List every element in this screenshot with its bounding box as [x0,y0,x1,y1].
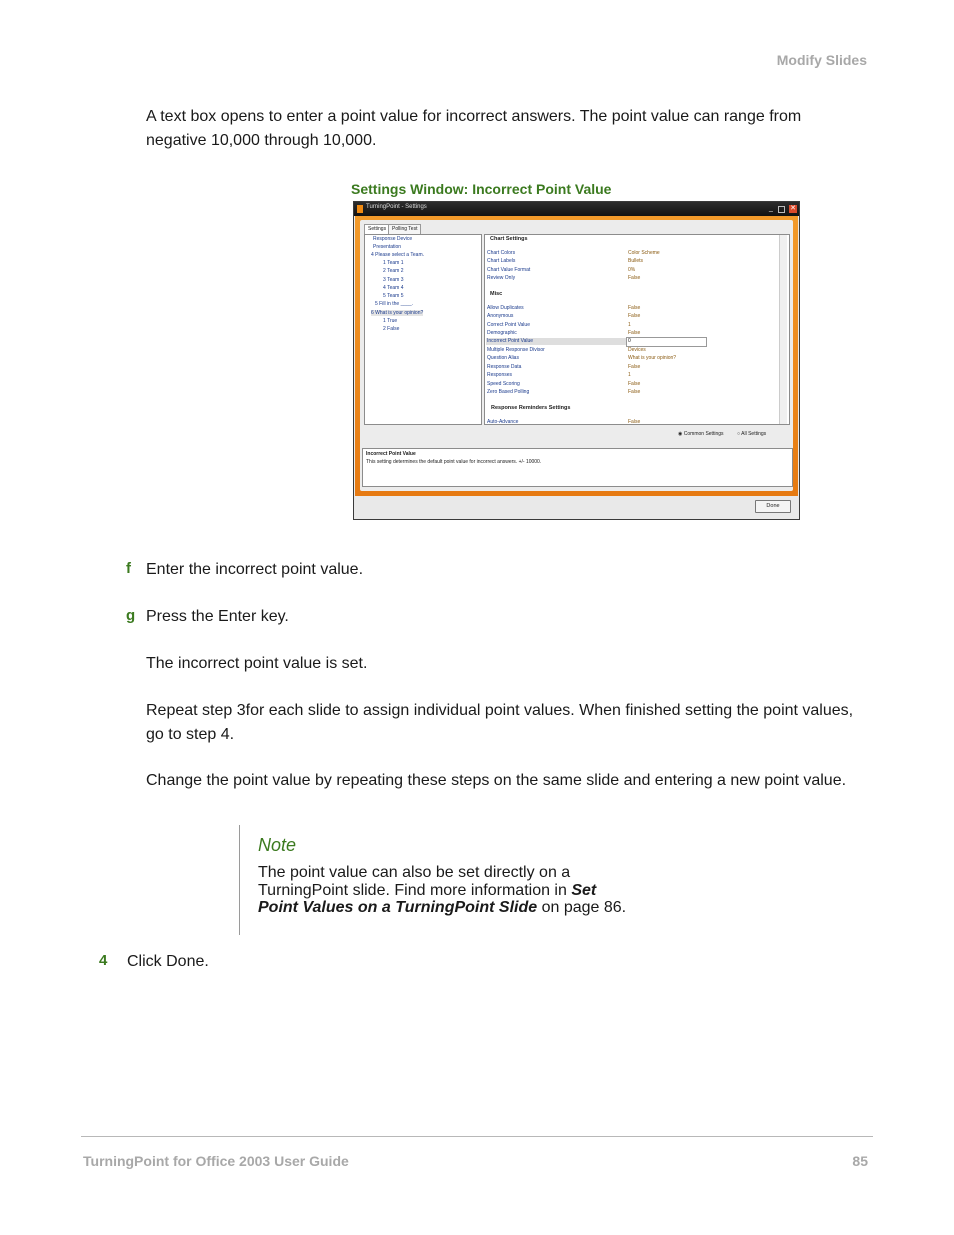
tab-settings: Settings [364,224,390,234]
grid-key-incorrect-point-value: Incorrect Point Value [487,338,534,344]
window-content [360,220,793,491]
grid-key: Allow Duplicates [487,305,524,311]
step-f-text: Enter the incorrect point value. [146,561,364,578]
tree-item: Presentation [373,244,402,250]
radio-all-settings[interactable]: ○ All Settings [737,431,767,437]
section-response-reminders: Response Reminders Settings [491,405,571,411]
tab-polling-test: Polling Test [388,224,421,235]
note-title: Note [258,835,297,855]
section-chart-settings: Chart Settings [490,236,528,242]
intro-paragraph: A text box opens to enter a point value for incorrect answers. The point value can range from negative 10,000 through 10,000. [146,108,802,149]
radio-all-label: All Settings [741,431,767,437]
property-grid [484,234,790,425]
grid-value: 1 [628,322,631,328]
grid-value: False [628,364,641,370]
tree-item: 2 False [383,326,400,332]
footer-rule [81,1136,873,1137]
description-title: Incorrect Point Value [366,451,416,457]
grid-value: What is your opinion? [628,355,677,361]
grid-value: 0% [628,267,636,273]
running-header: Modify Slides [776,52,867,68]
slide-tree-panel [364,234,482,425]
note-rule [239,825,240,935]
setting-description-box [362,448,793,487]
window-titlebar [354,202,799,216]
grid-value: Devices [628,347,646,353]
grid-value: False [628,330,641,336]
note-cross-reference-link[interactable]: Set Point Values on a TurningPoint Slide [258,881,597,916]
grid-value: False [628,313,641,319]
grid-value: Color Scheme [628,250,660,256]
footer-guide-title: TurningPoint for Office 2003 User Guide [83,1153,349,1169]
tree-item: 6 What is your opinion? [371,310,424,316]
grid-key: Speed Scoring [487,381,520,387]
tree-item: 1 Team 1 [383,260,404,266]
page-number: 85 [852,1153,868,1169]
result-paragraph: The incorrect point value is set. [146,655,368,672]
grid-key: Response Data [487,364,522,370]
app-logo-icon [357,205,363,213]
done-button[interactable]: Done [755,500,791,513]
grid-value: Bullets [628,258,644,264]
radio-common-settings[interactable]: ◉ Common Settings [678,431,724,437]
step-g-marker: g [126,607,136,624]
grid-key: Auto-Advance [487,419,519,425]
radio-common-label: Common Settings [683,431,724,437]
grid-key: Question Alias [487,355,519,361]
tree-item: 3 Team 3 [383,277,404,283]
window-frame [355,216,798,496]
settings-window-screenshot [353,201,800,520]
grid-key: Anonymous [487,313,514,319]
grid-value: False [628,389,641,395]
tree-item: 1 True [383,318,398,324]
maximize-icon [778,206,785,213]
tree-item: 2 Team 2 [383,268,404,274]
step-4-text: Click Done. [127,953,209,970]
grid-key: Zero Based Polling [487,389,530,395]
grid-value: False [628,275,641,281]
repeat-paragraph: Repeat step 3for each slide to assign individual point values. When finished setting the point values, go to step 4. [146,702,854,743]
figure-caption: Settings Window: Incorrect Point Value [351,181,612,197]
note-body [258,864,638,917]
change-paragraph: Change the point value by repeating these steps on the same slide and entering a new point value. [146,772,847,789]
grid-key: Chart Labels [487,258,516,264]
minimize-icon: _ [769,205,773,212]
section-misc: Misc [490,291,503,297]
note-text-before: The point value can also be set directly on a TurningPoint slide. Find more information in [258,864,572,899]
incorrect-point-value-input[interactable]: 0 [626,337,707,347]
grid-value: False [628,381,641,387]
grid-scrollbar[interactable] [779,235,787,424]
close-icon: ✕ [790,205,796,212]
grid-value: 1 [628,372,631,378]
step-g-text: Press the Enter key. [146,608,289,625]
grid-key: Chart Colors [487,250,516,256]
grid-key: Chart Value Format [487,267,531,273]
grid-key: Correct Point Value [487,322,530,328]
grid-key: Demographic [487,330,517,336]
tree-item: 5 Team 5 [383,293,404,299]
note-text-after: on page 86. [537,899,627,916]
description-text: This setting determines the default point value for incorrect answers. +/- 10000. [366,459,542,465]
step-4-marker: 4 [99,952,108,969]
grid-key: Multiple Response Divisor [487,347,545,353]
step-f-marker: f [126,560,131,577]
grid-value: False [628,305,641,311]
tree-item: 5 Fill in the ____. [375,301,414,307]
window-title: TurningPoint - Settings [366,204,427,210]
grid-key: Review Only [487,275,516,281]
tree-item: 4 Please select a Team. [371,252,424,258]
grid-value: False [628,419,641,425]
tree-item: 4 Team 4 [383,285,404,291]
tree-item: Response Device [373,236,413,242]
grid-key: Responses [487,372,513,378]
